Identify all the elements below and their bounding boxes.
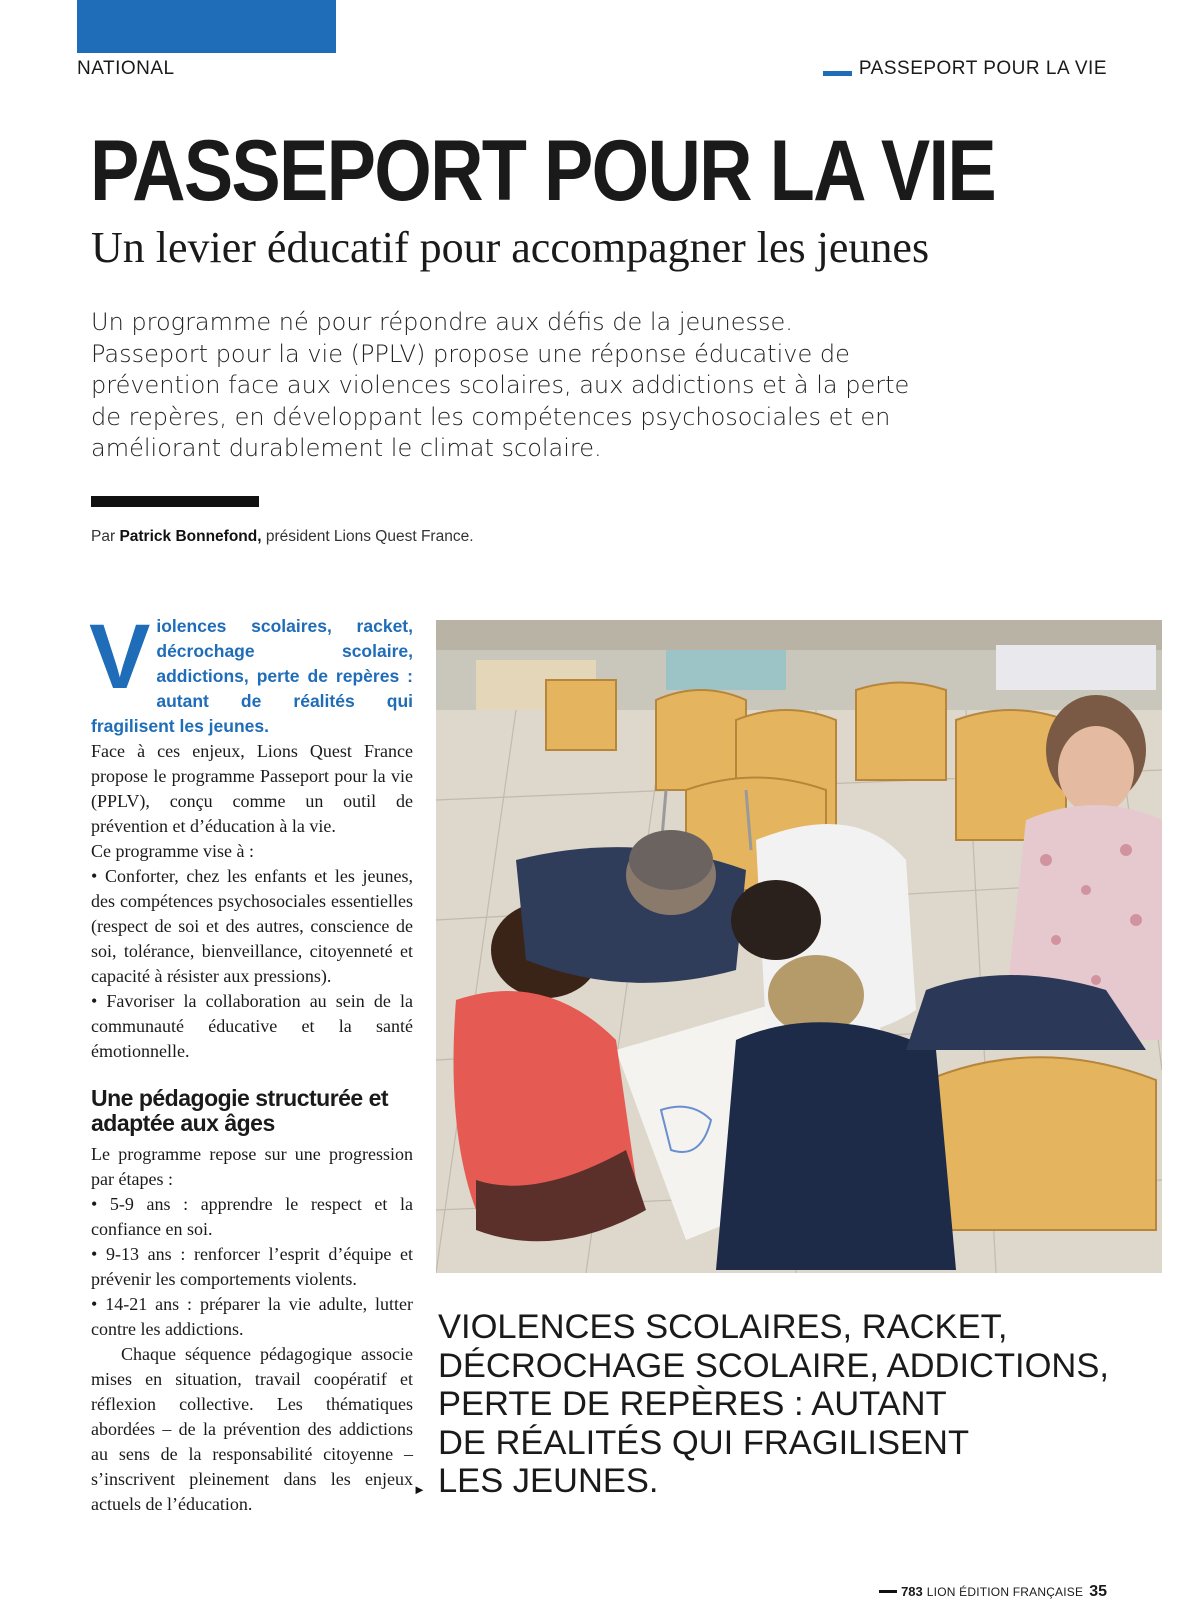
bullet-item: • 5-9 ans : apprendre le respect et la confiance en soi. — [91, 1194, 413, 1239]
pull-quote-line: DE RÉALITÉS QUI FRAGILISENT — [438, 1423, 970, 1462]
paragraph: Chaque séquence pédagogique associe mises en situation, travail coopératif et réflexion collective. Les thématiques abordées – de la prévention des addictions au sens de la responsabilité citoyenne – s’inscrivent pleinement dans les enjeux actuels de l’éducation. — [91, 1344, 413, 1514]
header-dash — [823, 71, 852, 76]
article-subtitle: Un levier éducatif pour accompagner les jeunes — [91, 223, 930, 272]
pull-quote — [438, 1308, 1178, 1501]
paragraph: Le programme repose sur une progression par étapes : — [91, 1144, 413, 1189]
paragraph: Ce programme vise à : — [91, 841, 254, 861]
page-footer — [879, 1583, 1107, 1601]
section-heading: Une pédagogie structurée et adaptée aux âges — [91, 1085, 389, 1136]
intro-text: iolences scolaires, racket, décrochage scolaire, addictions, perte de repères : autant de réalités qui fragilisent les jeunes. — [91, 616, 413, 736]
footer-dash — [879, 1590, 897, 1593]
section-label: NATIONAL — [77, 58, 175, 79]
pull-quote-line: LES JEUNES. — [438, 1462, 659, 1500]
page-number: 35 — [1089, 1583, 1107, 1600]
body-column — [89, 606, 413, 1517]
bullet-item: • Conforter, chez les enfants et les jeunes, des compétences psychosociales essentielles (respect de soi et des autres, conscience de soi, tolérance, bienveillance, citoyenneté et capacité à résister aux pressions). — [91, 866, 413, 986]
article-title: PASSEPORT POUR LA VIE — [90, 123, 995, 219]
running-header-label: PASSEPORT POUR LA VIE — [858, 58, 1107, 79]
running-header — [823, 58, 1107, 80]
byline-prefix: Par — [91, 528, 116, 545]
divider-rule — [91, 496, 259, 507]
section-color-tab — [77, 0, 336, 53]
issue-number: 783 — [901, 1584, 923, 1599]
bullet-item: • 9-13 ans : renforcer l’esprit d’équipe et prévenir les comportements violents. — [91, 1244, 413, 1289]
pull-quote-arrow-icon: ► — [413, 1482, 426, 1497]
intro-block — [89, 606, 413, 739]
drop-cap: V — [89, 606, 151, 708]
byline-author: Patrick Bonnefond, — [119, 528, 262, 545]
article-lead: Un programme né pour répondre aux défis de la jeunesse. Passeport pour la vie (PPLV) propose une réponse éducative de prévention face aux violences scolaires, aux addictions et à la perte de repères, en développant les compétences psychosociales et en améliorant durablement le climat scolaire. — [91, 308, 910, 462]
pull-quote-line: PERTE DE REPÈRES : AUTANT — [438, 1385, 947, 1423]
bullet-item: • Favoriser la collaboration au sein de la communauté éducative et la santé émotionnelle. — [91, 991, 413, 1061]
pull-quote-line: DÉCROCHAGE SCOLAIRE, ADDICTIONS, — [438, 1346, 1109, 1385]
article-photo — [436, 620, 1162, 1273]
byline — [91, 528, 474, 546]
magazine-name: LION ÉDITION FRANÇAISE — [926, 1585, 1084, 1599]
byline-role: président Lions Quest France. — [265, 528, 474, 545]
bullet-item: • 14-21 ans : préparer la vie adulte, lutter contre les addictions. — [91, 1294, 413, 1339]
pull-quote-line: VIOLENCES SCOLAIRES, RACKET, — [438, 1308, 1008, 1346]
paragraph: Face à ces enjeux, Lions Quest France propose le programme Passeport pour la vie (PPLV), conçu comme un outil de prévention et d’éducation à la vie. — [91, 741, 413, 836]
